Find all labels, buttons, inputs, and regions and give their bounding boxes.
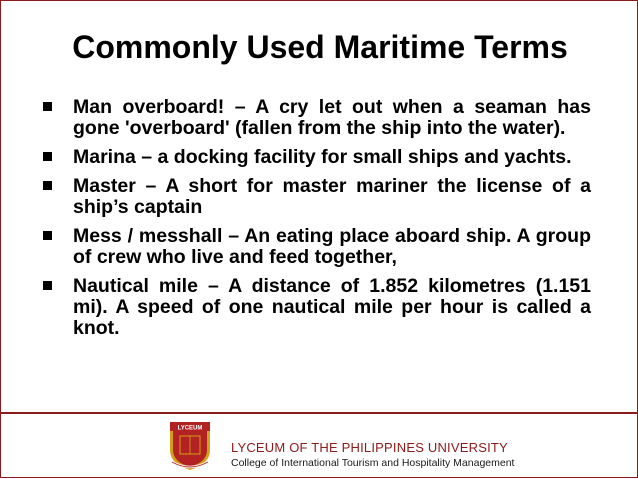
university-name: LYCEUM OF THE PHILIPPINES UNIVERSITY — [231, 440, 508, 455]
slide-title: Commonly Used Maritime Terms — [72, 29, 568, 65]
square-bullet-icon — [43, 181, 52, 190]
seal-label: LYCEUM — [177, 425, 203, 432]
bullet-text: Man overboard! – A cry let out when a seaman has gone 'overboard' (fallen from the ship into the water). — [73, 96, 591, 139]
square-bullet-icon — [43, 152, 52, 161]
square-bullet-icon — [43, 231, 52, 240]
bullet-list — [43, 97, 591, 347]
list-item — [43, 176, 591, 218]
list-item — [43, 276, 591, 339]
footer-text — [231, 440, 514, 469]
bullet-text: Master – A short for master mariner the license of a ship’s captain — [73, 175, 591, 218]
square-bullet-icon — [43, 281, 52, 290]
list-item — [43, 226, 591, 268]
university-seal-icon — [166, 420, 214, 472]
list-item — [43, 147, 591, 168]
college-name: College of International Tourism and Hospitality Management — [231, 457, 515, 469]
square-bullet-icon — [43, 102, 52, 111]
footer — [1, 414, 638, 479]
bullet-text: Mess / messhall – An eating place aboard ship. A group of crew who live and feed together, — [73, 225, 591, 268]
list-item — [43, 97, 591, 139]
bullet-text: Marina – a docking facility for small ships and yachts. — [73, 146, 572, 168]
bullet-text: Nautical mile – A distance of 1.852 kilometres (1.151 mi). A speed of one nautical mile per hour is called a knot. — [73, 275, 591, 339]
